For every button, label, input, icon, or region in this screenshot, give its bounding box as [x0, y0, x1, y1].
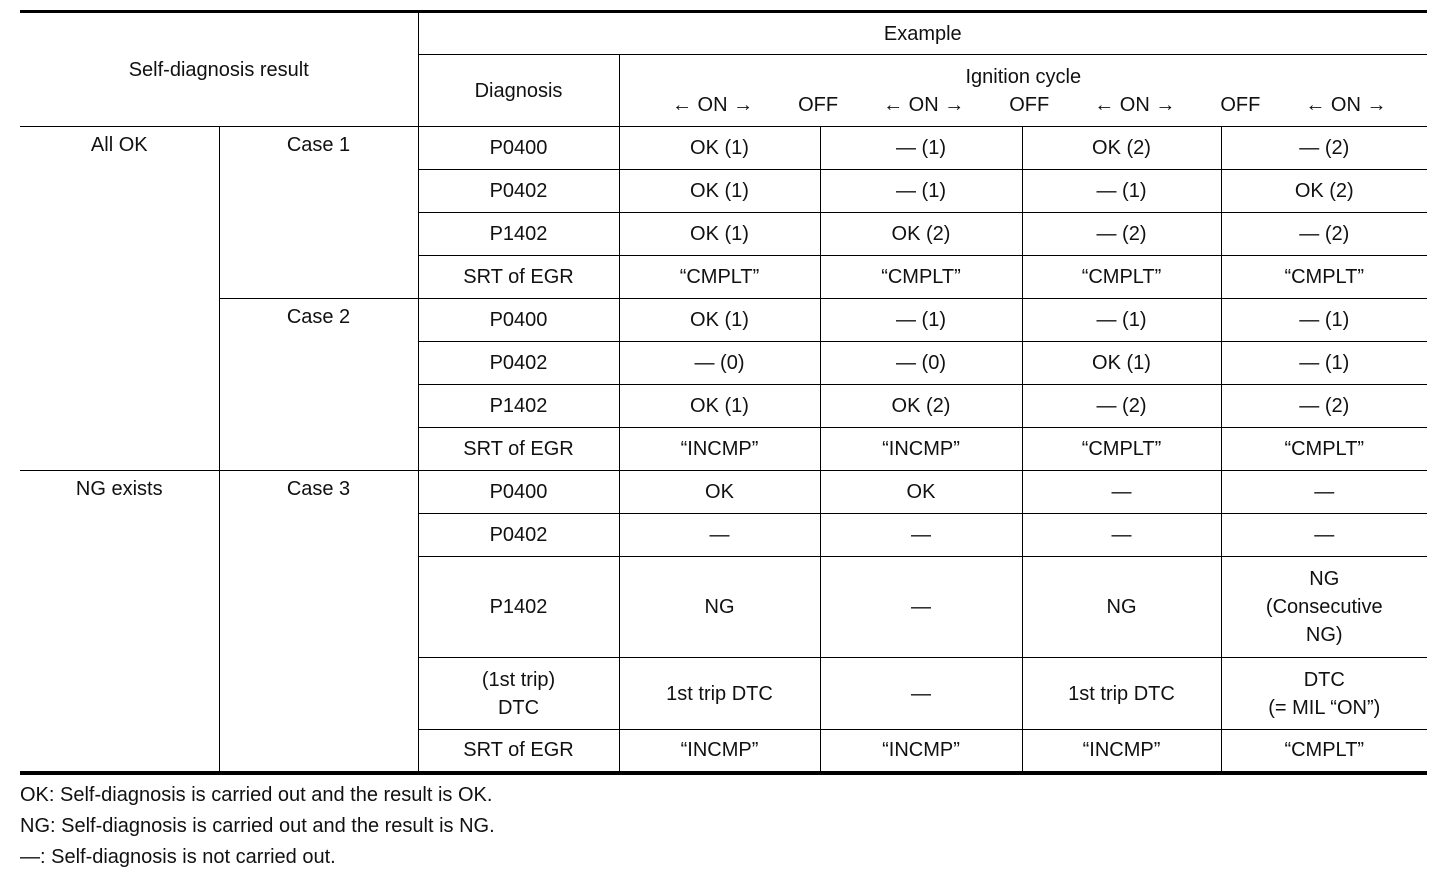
cycle-1-result-cell: OK	[619, 471, 820, 514]
cycle-3-result-cell: “CMPLT”	[1022, 428, 1221, 471]
diagnosis-cell: P1402	[418, 557, 619, 658]
cycle-1-result-cell: — (0)	[619, 342, 820, 385]
self-diagnosis-result-header: Self-diagnosis result	[20, 12, 418, 127]
cycle-3-result-cell: OK (2)	[1022, 127, 1221, 170]
cycle-1-result-cell: “CMPLT”	[619, 256, 820, 299]
cycle-3-result-cell: NG	[1022, 557, 1221, 658]
case-label-case-2: Case 2	[219, 299, 418, 471]
cycle-1-result-cell: OK (1)	[619, 213, 820, 256]
cycle-4-result-cell: OK (2)	[1221, 170, 1427, 213]
legend-note-dash: —: Self-diagnosis is not carried out.	[20, 845, 336, 868]
cycle-4-result-cell: “CMPLT”	[1221, 730, 1427, 773]
cycle-3-result-cell: —	[1022, 471, 1221, 514]
cycle-off-2: OFF	[1009, 93, 1050, 116]
cycle-2-result-cell: —	[820, 658, 1022, 730]
cycle-4-result-cell: DTC (= MIL “ON”)	[1221, 658, 1427, 730]
example-header: Example	[418, 12, 1427, 55]
cycle-4-result-cell: — (1)	[1221, 342, 1427, 385]
cycle-2-result-cell: OK (2)	[820, 385, 1022, 428]
cycle-2-result-cell: “INCMP”	[820, 428, 1022, 471]
cycle-4-result-cell: —	[1221, 471, 1427, 514]
cycle-3-result-cell: 1st trip DTC	[1022, 658, 1221, 730]
cycle-2-result-cell: OK	[820, 471, 1022, 514]
result-group-ng-exists: NG exists	[20, 471, 219, 773]
cycle-1-result-cell: OK (1)	[619, 127, 820, 170]
cycle-4-result-cell: — (2)	[1221, 385, 1427, 428]
diagnosis-cell: (1st trip) DTC	[418, 658, 619, 730]
table-row	[20, 471, 1427, 514]
ignition-cycle-title: Ignition cycle	[965, 65, 1082, 88]
cycle-4-result-cell: “CMPLT”	[1221, 428, 1427, 471]
diagnosis-cell: P1402	[418, 385, 619, 428]
cycle-4-result-cell: — (1)	[1221, 299, 1427, 342]
cycle-1-result-cell: NG	[619, 557, 820, 658]
diagnosis-cell: P0402	[418, 170, 619, 213]
cycle-4-result-cell: — (2)	[1221, 213, 1427, 256]
cycle-1-result-cell: —	[619, 514, 820, 557]
cycle-on-3: ← ON →	[1094, 93, 1176, 116]
srt-example-table	[20, 10, 1427, 775]
cycle-1-result-cell: OK (1)	[619, 170, 820, 213]
cycle-2-result-cell: —	[820, 514, 1022, 557]
cycle-3-result-cell: OK (1)	[1022, 342, 1221, 385]
cycle-4-result-cell: —	[1221, 514, 1427, 557]
diagnosis-cell: P0402	[418, 514, 619, 557]
cycle-3-result-cell: “CMPLT”	[1022, 256, 1221, 299]
case-label-case-3: Case 3	[219, 471, 418, 773]
cycle-3-result-cell: — (1)	[1022, 299, 1221, 342]
table-row	[20, 127, 1427, 170]
ignition-cycle-header	[619, 55, 1427, 127]
cycle-4-result-cell: — (2)	[1221, 127, 1427, 170]
cycle-1-result-cell: OK (1)	[619, 299, 820, 342]
cycle-off-3: OFF	[1220, 93, 1261, 116]
cycle-3-result-cell: — (2)	[1022, 213, 1221, 256]
diagnosis-cell: P0400	[418, 127, 619, 170]
cycle-4-result-cell: NG (Consecutive NG)	[1221, 557, 1427, 658]
cycle-2-result-cell: “CMPLT”	[820, 256, 1022, 299]
cycle-on-1: ← ON →	[672, 93, 754, 116]
cycle-2-result-cell: “INCMP”	[820, 730, 1022, 773]
cycle-on-2: ← ON →	[883, 93, 965, 116]
cycle-off-1: OFF	[798, 93, 839, 116]
diagnosis-header: Diagnosis	[418, 55, 619, 127]
diagnosis-cell: P0402	[418, 342, 619, 385]
diagnosis-cell: P0400	[418, 299, 619, 342]
diagnosis-cell: SRT of EGR	[418, 428, 619, 471]
cycle-3-result-cell: — (2)	[1022, 385, 1221, 428]
cycle-2-result-cell: OK (2)	[820, 213, 1022, 256]
diagnosis-cell: P1402	[418, 213, 619, 256]
ignition-cycle-sequence	[620, 91, 1428, 119]
table-row	[20, 299, 1427, 342]
cycle-2-result-cell: — (1)	[820, 299, 1022, 342]
diagnosis-cell: SRT of EGR	[418, 256, 619, 299]
result-group-all-ok: All OK	[20, 127, 219, 471]
legend-notes	[20, 780, 1427, 873]
cycle-1-result-cell: OK (1)	[619, 385, 820, 428]
cycle-1-result-cell: “INCMP”	[619, 428, 820, 471]
cycle-2-result-cell: — (0)	[820, 342, 1022, 385]
legend-note-ng: NG: Self-diagnosis is carried out and the result is NG.	[20, 814, 495, 837]
cycle-3-result-cell: —	[1022, 514, 1221, 557]
cycle-2-result-cell: — (1)	[820, 127, 1022, 170]
diagnosis-cell: SRT of EGR	[418, 730, 619, 773]
srt-example-sheet	[20, 10, 1427, 873]
case-label-case-1: Case 1	[219, 127, 418, 299]
cycle-1-result-cell: “INCMP”	[619, 730, 820, 773]
header-row-top	[20, 12, 1427, 55]
cycle-2-result-cell: —	[820, 557, 1022, 658]
cycle-1-result-cell: 1st trip DTC	[619, 658, 820, 730]
diagnosis-cell: P0400	[418, 471, 619, 514]
cycle-3-result-cell: — (1)	[1022, 170, 1221, 213]
legend-note-ok: OK: Self-diagnosis is carried out and the result is OK.	[20, 783, 493, 806]
cycle-2-result-cell: — (1)	[820, 170, 1022, 213]
cycle-4-result-cell: “CMPLT”	[1221, 256, 1427, 299]
cycle-on-4: ← ON →	[1305, 93, 1387, 116]
cycle-3-result-cell: “INCMP”	[1022, 730, 1221, 773]
